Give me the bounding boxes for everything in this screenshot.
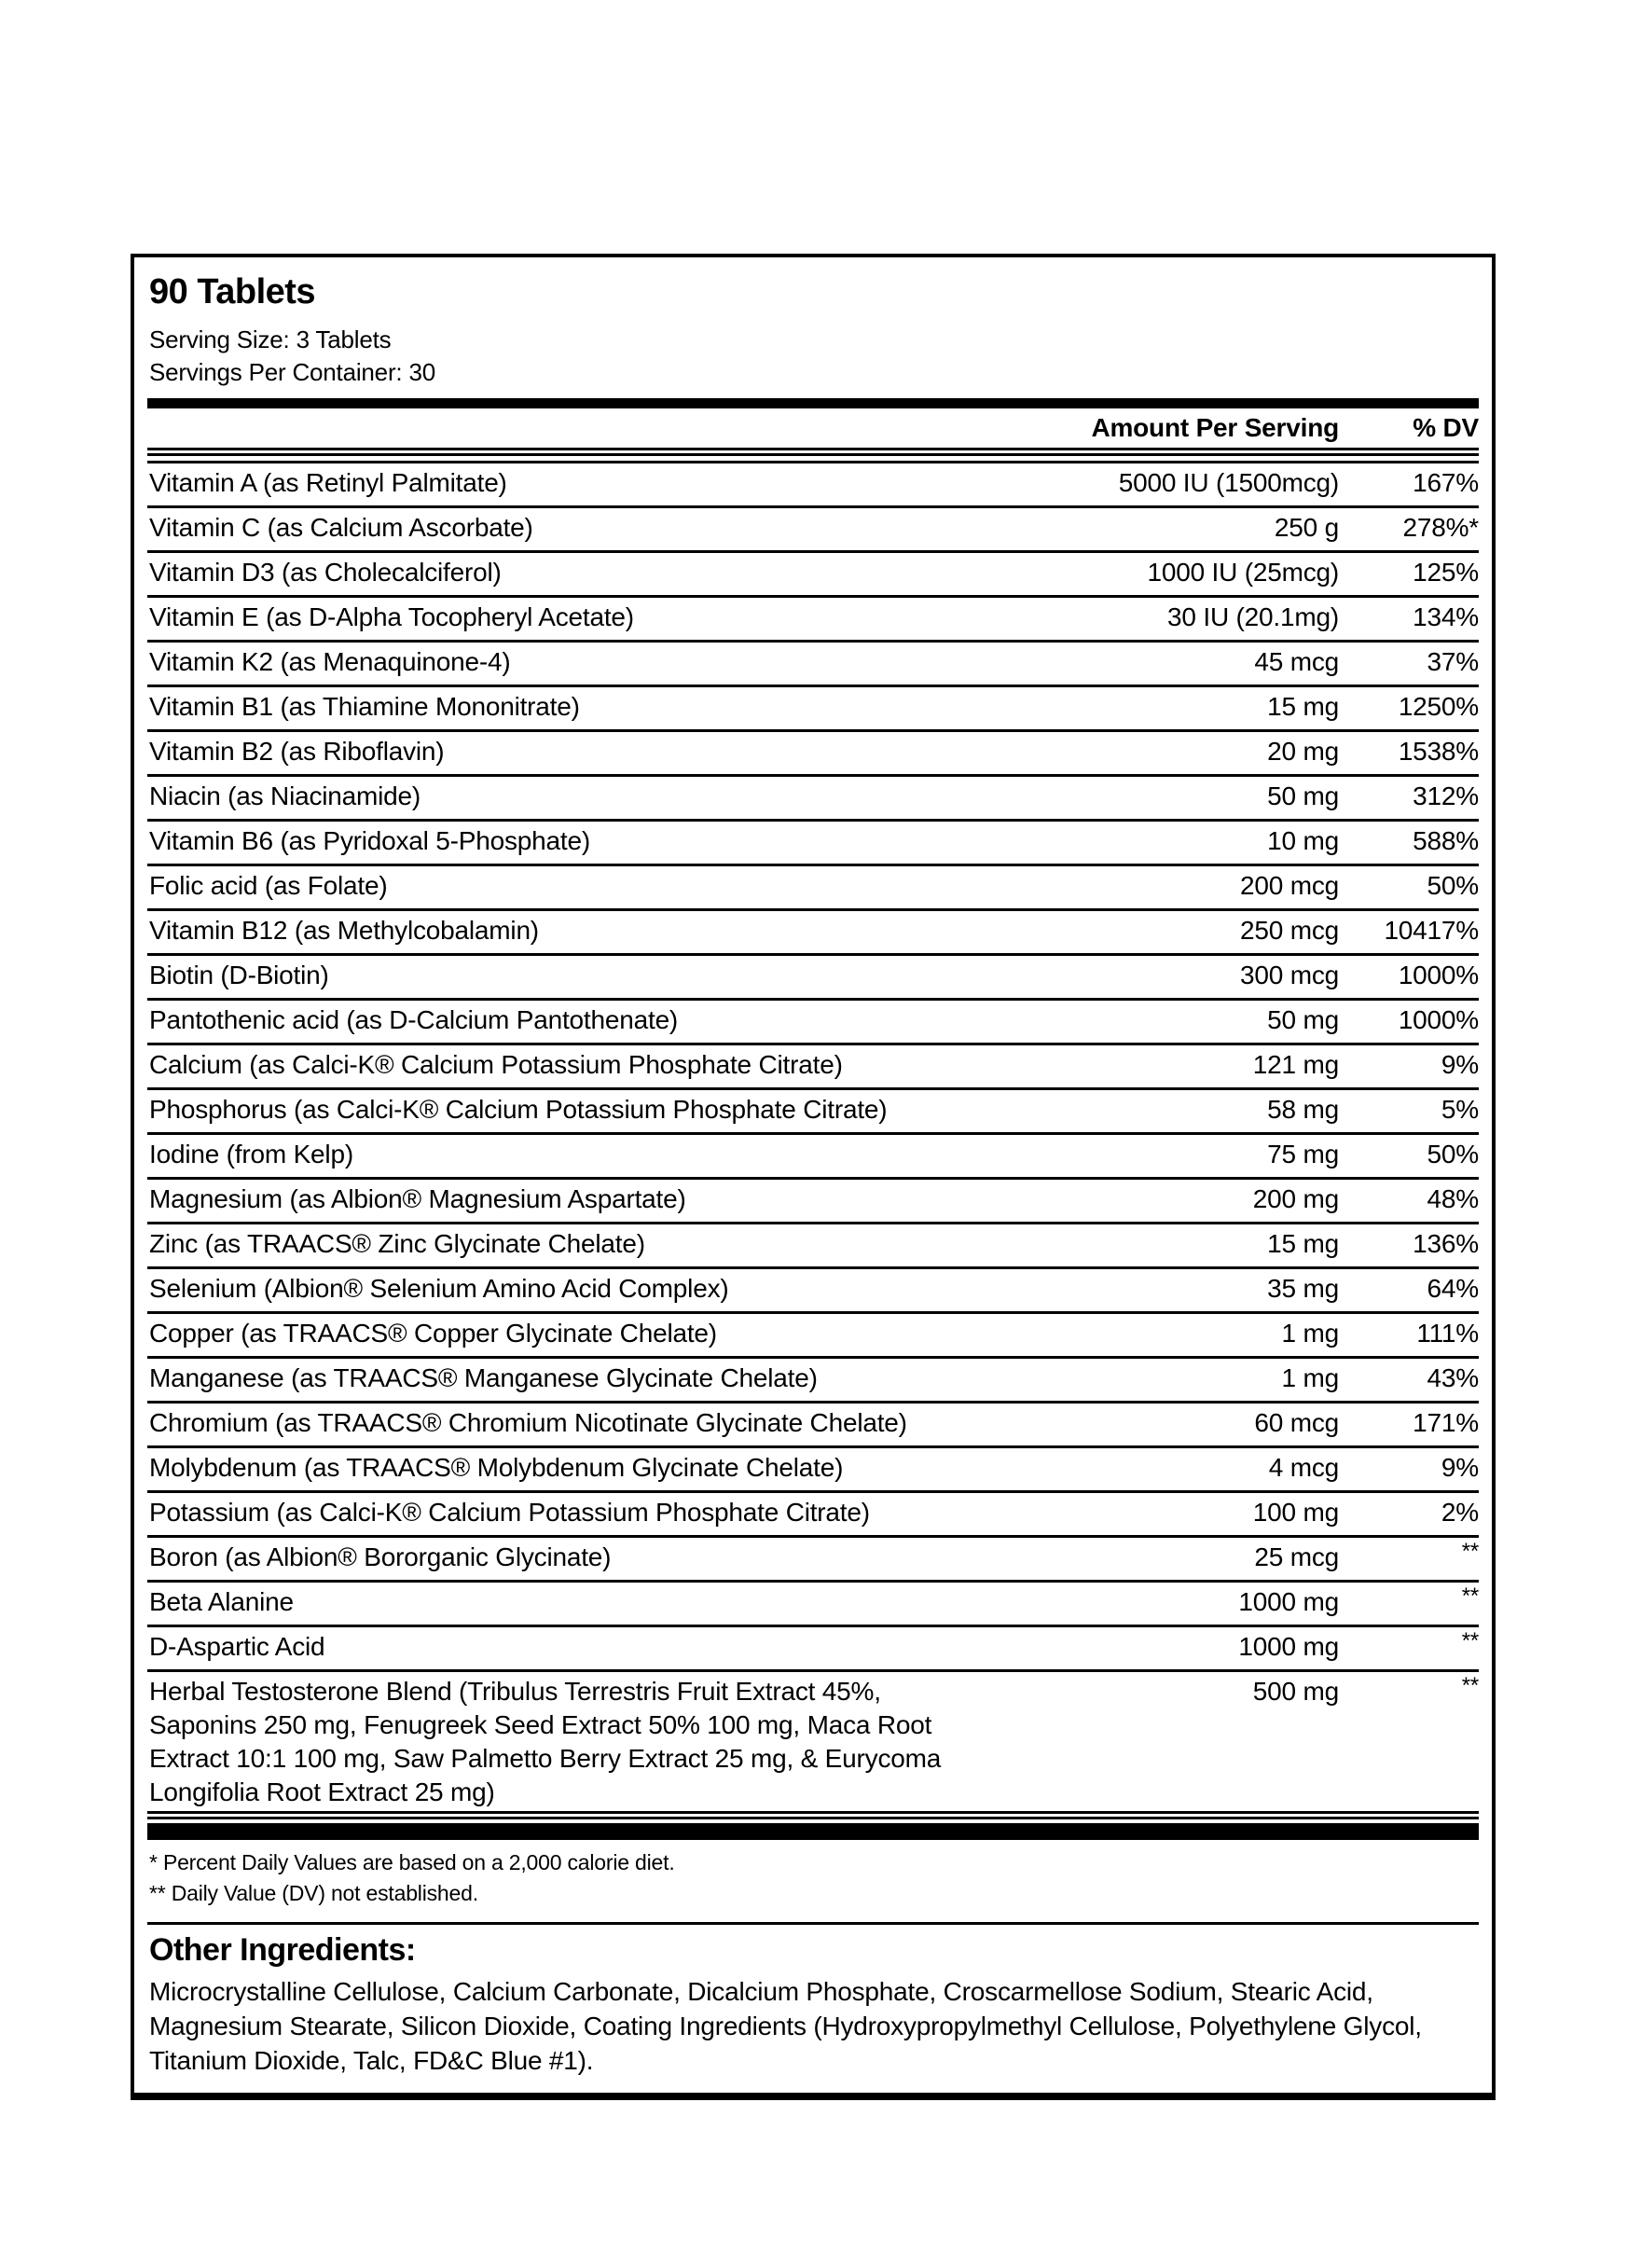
- nutrient-name: Vitamin E (as D-Alpha Tocopheryl Acetate): [149, 602, 634, 631]
- header-rule: [147, 448, 1479, 463]
- footnote-daily-value: * Percent Daily Values are based on a 2,000 calorie diet.: [149, 1850, 675, 1874]
- table-row: [147, 1043, 1479, 1087]
- nutrient-dv: 48%: [1427, 1184, 1479, 1213]
- table-row: [147, 463, 1479, 505]
- nutrient-name: Chromium (as TRAACS® Chromium Nicotinate Glycinate Chelate): [149, 1408, 907, 1437]
- column-header-amount: Amount Per Serving: [1091, 413, 1339, 442]
- nutrient-name: Pantothenic acid (as D-Calcium Pantothenate): [149, 1005, 679, 1034]
- table-row: [147, 1266, 1479, 1311]
- nutrient-name: Potassium (as Calci-K® Calcium Potassium Phosphate Citrate): [149, 1498, 870, 1527]
- servings-per-container: Servings Per Container: 30: [149, 358, 435, 386]
- table-row: [147, 1625, 1479, 1669]
- nutrient-amount: 60 mcg: [1254, 1408, 1339, 1437]
- table-row: [147, 1311, 1479, 1356]
- other-ingredients-heading: Other Ingredients:: [149, 1932, 416, 1968]
- nutrient-name: Vitamin B1 (as Thiamine Mononitrate): [149, 692, 580, 721]
- nutrient-amount: 15 mg: [1267, 692, 1339, 721]
- nutrient-dv: 37%: [1427, 647, 1479, 676]
- nutrient-amount: 75 mg: [1267, 1140, 1339, 1169]
- nutrient-name: Vitamin D3 (as Cholecalciferol): [149, 558, 502, 587]
- nutrient-dv: 50%: [1427, 1140, 1479, 1169]
- nutrient-dv: **: [1461, 1539, 1479, 1564]
- thick-divider-bottom: [147, 1823, 1479, 1840]
- nutrient-amount: 500 mg: [1252, 1677, 1339, 1706]
- nutrient-amount: 200 mg: [1252, 1184, 1339, 1213]
- nutrient-dv: 1250%: [1398, 692, 1479, 721]
- table-row: [147, 864, 1479, 908]
- nutrient-amount: 58 mg: [1267, 1095, 1339, 1124]
- nutrient-amount: 35 mg: [1267, 1274, 1339, 1303]
- nutrient-amount: 50 mg: [1267, 1005, 1339, 1034]
- nutrient-dv: **: [1461, 1628, 1479, 1653]
- nutrient-name: Vitamin B2 (as Riboflavin): [149, 737, 445, 766]
- thick-divider-top: [147, 398, 1479, 408]
- nutrient-dv: 111%: [1416, 1319, 1479, 1348]
- table-end-rule: [147, 1811, 1479, 1819]
- nutrient-name: Phosphorus (as Calci-K® Calcium Potassium Phosphate Citrate): [149, 1095, 888, 1124]
- nutrient-dv: 50%: [1427, 871, 1479, 900]
- nutrient-name: Vitamin A (as Retinyl Palmitate): [149, 468, 507, 497]
- nutrient-dv: 167%: [1413, 468, 1479, 497]
- page-title: 90 Tablets: [149, 272, 316, 311]
- nutrient-name: Folic acid (as Folate): [149, 871, 388, 900]
- nutrient-dv: 1538%: [1398, 737, 1479, 766]
- nutrient-amount: 50 mg: [1267, 781, 1339, 810]
- footnote-rule: [147, 1922, 1479, 1925]
- table-row: [147, 1445, 1479, 1490]
- nutrient-dv: 9%: [1441, 1050, 1479, 1079]
- nutrient-amount: 1000 IU (25mcg): [1147, 558, 1339, 587]
- nutrient-name: Selenium (Albion® Selenium Amino Acid Complex): [149, 1274, 729, 1303]
- nutrient-dv: **: [1461, 1673, 1479, 1698]
- supplement-facts-label: [131, 254, 1496, 2100]
- footnote-not-established: ** Daily Value (DV) not established.: [149, 1881, 478, 1905]
- nutrient-name: Vitamin C (as Calcium Ascorbate): [149, 513, 533, 542]
- nutrient-name: Biotin (D-Biotin): [149, 961, 329, 989]
- nutrient-amount: 1 mg: [1281, 1363, 1339, 1392]
- nutrient-amount: 1 mg: [1281, 1319, 1339, 1348]
- nutrient-name: Niacin (as Niacinamide): [149, 781, 421, 810]
- table-row: [147, 550, 1479, 595]
- nutrient-amount: 300 mcg: [1240, 961, 1339, 989]
- nutrient-amount: 25 mcg: [1254, 1542, 1339, 1571]
- nutrient-dv: 134%: [1413, 602, 1479, 631]
- nutrient-name: Vitamin B6 (as Pyridoxal 5-Phosphate): [149, 826, 590, 855]
- serving-size: Serving Size: 3 Tablets: [149, 325, 392, 353]
- nutrient-amount: 10 mg: [1267, 826, 1339, 855]
- nutrient-name: D-Aspartic Acid: [149, 1632, 325, 1661]
- nutrient-amount: 45 mcg: [1254, 647, 1339, 676]
- nutrient-dv: 1000%: [1398, 1005, 1479, 1034]
- footnotes: [147, 1840, 1479, 1918]
- table-row: [147, 819, 1479, 864]
- nutrient-name: Herbal Testosterone Blend (Tribulus Terrestris Fruit Extract 45%, Saponins 250 mg, Fenugreek Seed Extract 50% 100 mg, Maca Root Extract 10:1 100 mg, Saw Palmetto Berry Extract 25 mg, & Eurycoma Longifolia Root Extract 25 mg): [149, 1677, 942, 1806]
- nutrient-amount: 1000 mg: [1238, 1587, 1339, 1616]
- nutrient-amount: 121 mg: [1252, 1050, 1339, 1079]
- table-row: [147, 1401, 1479, 1445]
- nutrient-dv: 125%: [1413, 558, 1479, 587]
- nutrient-dv: 10417%: [1384, 916, 1479, 945]
- table-row: [147, 774, 1479, 819]
- nutrient-dv: 5%: [1441, 1095, 1479, 1124]
- nutrient-name: Beta Alanine: [149, 1587, 294, 1616]
- table-row: [147, 595, 1479, 640]
- table-row: [147, 1356, 1479, 1401]
- nutrient-rows: [147, 463, 1479, 1809]
- nutrient-name: Molybdenum (as TRAACS® Molybdenum Glycinate Chelate): [149, 1453, 844, 1482]
- nutrient-name: Iodine (from Kelp): [149, 1140, 353, 1169]
- nutrient-name: Zinc (as TRAACS® Zinc Glycinate Chelate): [149, 1229, 645, 1258]
- nutrient-dv: 2%: [1441, 1498, 1479, 1527]
- table-row: [147, 1132, 1479, 1177]
- column-header-dv: % DV: [1413, 413, 1479, 442]
- nutrient-amount: 250 g: [1274, 513, 1339, 542]
- nutrient-amount: 1000 mg: [1238, 1632, 1339, 1661]
- nutrient-name: Boron (as Albion® Bororganic Glycinate): [149, 1542, 612, 1571]
- nutrient-dv: 278%*: [1402, 513, 1479, 542]
- nutrient-dv: 43%: [1427, 1363, 1479, 1392]
- nutrient-dv: **: [1461, 1583, 1479, 1609]
- table-row: [147, 1490, 1479, 1535]
- nutrient-name: Vitamin B12 (as Methylcobalamin): [149, 916, 539, 945]
- nutrient-name: Copper (as TRAACS® Copper Glycinate Chelate): [149, 1319, 717, 1348]
- other-ingredients-text: Microcrystalline Cellulose, Calcium Carbonate, Dicalcium Phosphate, Croscarmellose Sodium, Stearic Acid, Magnesium Stearate, Silicon Dioxide, Coating Ingredients (Hydroxypropylmethyl Cellulose, Polyethylene Glycol, Titanium Dioxide, Talc, FD&C Blue #1).: [149, 1977, 1422, 2075]
- nutrient-dv: 1000%: [1398, 961, 1479, 989]
- column-header-row: [147, 408, 1479, 448]
- table-row: [147, 953, 1479, 998]
- nutrient-amount: 100 mg: [1252, 1498, 1339, 1527]
- nutrient-amount: 5000 IU (1500mcg): [1118, 468, 1339, 497]
- nutrient-dv: 171%: [1413, 1408, 1479, 1437]
- nutrient-dv: 64%: [1427, 1274, 1479, 1303]
- table-row: [147, 1087, 1479, 1132]
- nutrient-amount: 200 mcg: [1240, 871, 1339, 900]
- table-row: [147, 1535, 1479, 1580]
- nutrient-name: Vitamin K2 (as Menaquinone-4): [149, 647, 511, 676]
- nutrient-name: Manganese (as TRAACS® Manganese Glycinate Chelate): [149, 1363, 818, 1392]
- table-row: [147, 1177, 1479, 1222]
- nutrient-amount: 15 mg: [1267, 1229, 1339, 1258]
- nutrient-amount: 250 mcg: [1240, 916, 1339, 945]
- table-row: [147, 1580, 1479, 1625]
- table-row: [147, 640, 1479, 685]
- nutrient-amount: 20 mg: [1267, 737, 1339, 766]
- table-row: [147, 685, 1479, 729]
- nutrient-name: Calcium (as Calci-K® Calcium Potassium Phosphate Citrate): [149, 1050, 843, 1079]
- nutrient-dv: 312%: [1413, 781, 1479, 810]
- nutrient-dv: 588%: [1413, 826, 1479, 855]
- table-row: [147, 729, 1479, 774]
- table-row: [147, 908, 1479, 953]
- nutrient-amount: 30 IU (20.1mg): [1167, 602, 1339, 631]
- nutrient-table: [147, 463, 1479, 1809]
- nutrient-name: Magnesium (as Albion® Magnesium Aspartate): [149, 1184, 686, 1213]
- nutrient-dv: 136%: [1413, 1229, 1479, 1258]
- nutrient-amount: 4 mcg: [1268, 1453, 1339, 1482]
- table-row: [147, 998, 1479, 1043]
- table-row: [147, 1669, 1479, 1809]
- table-row: [147, 505, 1479, 550]
- table-row: [147, 1222, 1479, 1266]
- nutrient-dv: 9%: [1441, 1453, 1479, 1482]
